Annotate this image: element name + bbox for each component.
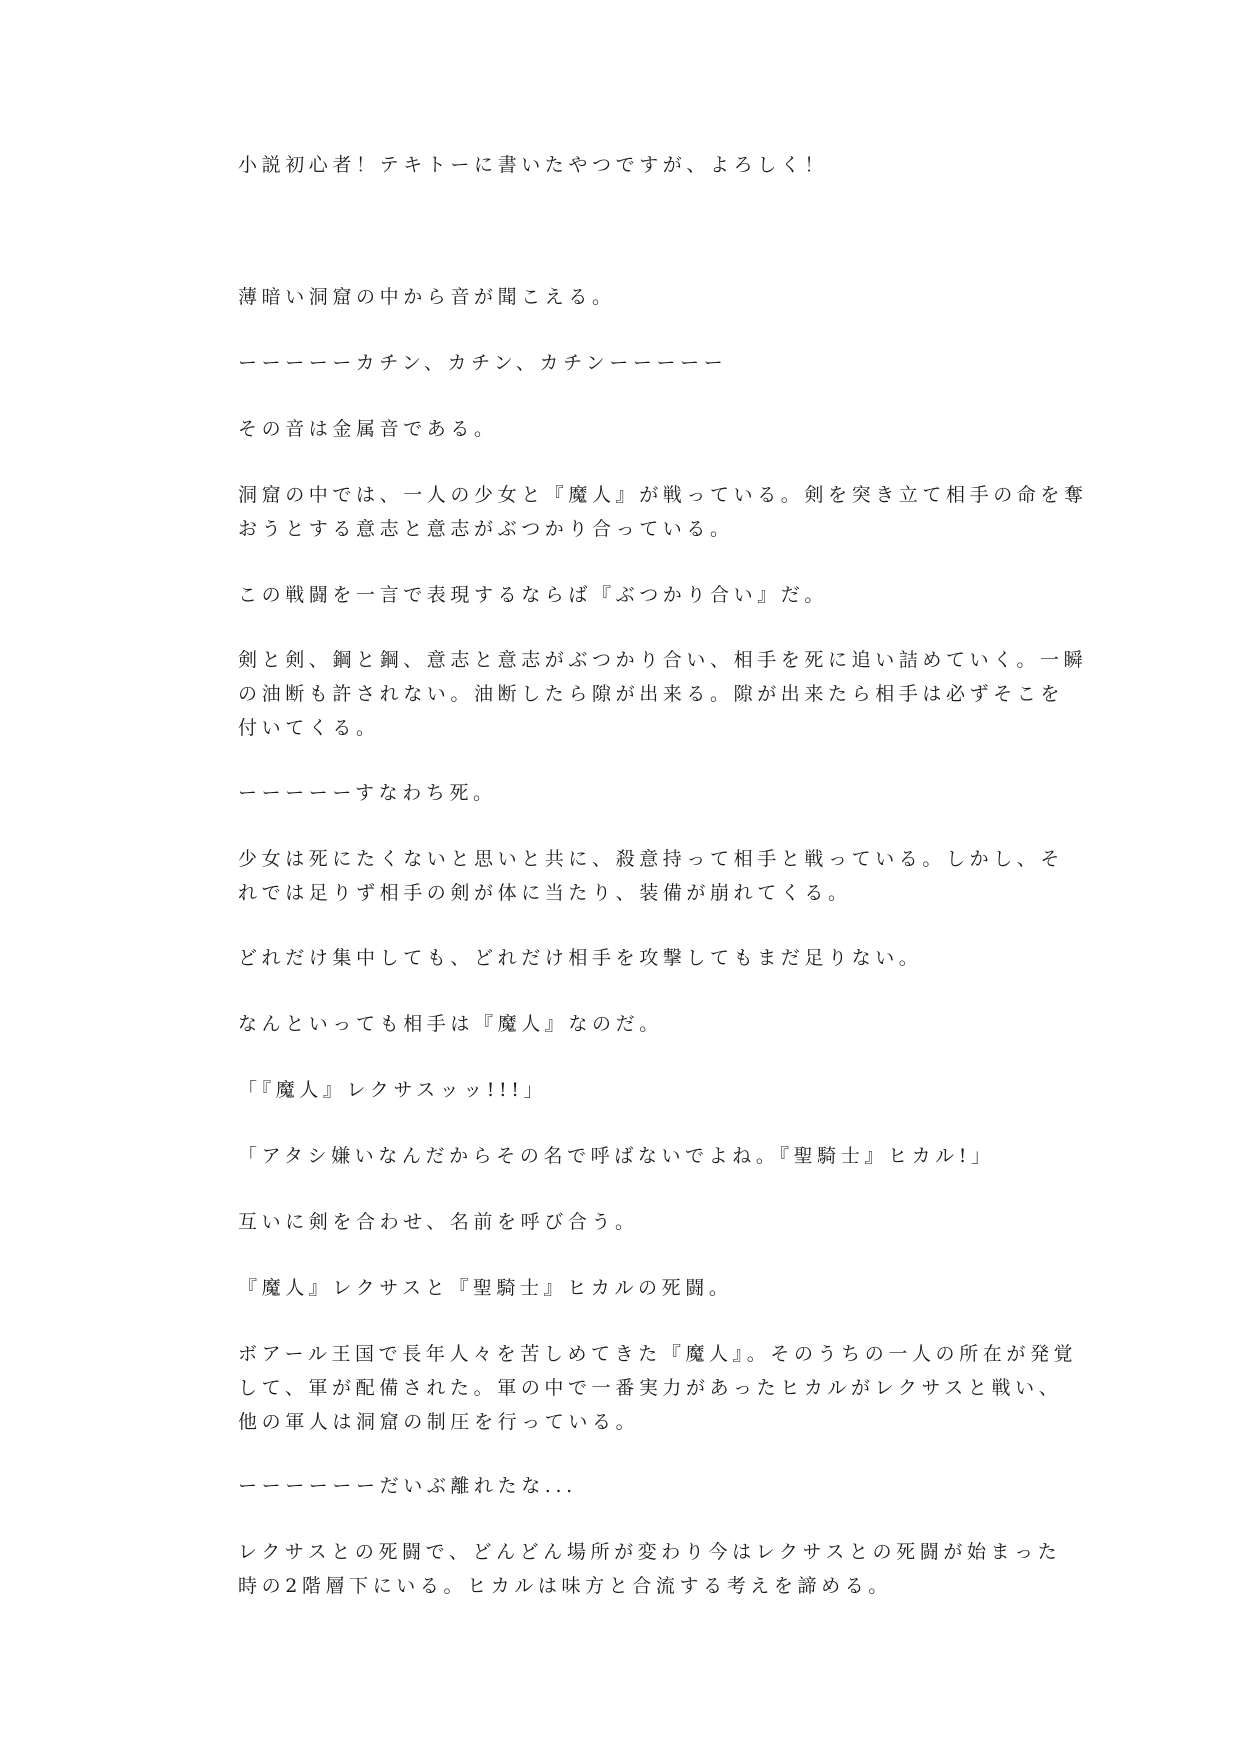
paragraph-line: ーーーーーカチン、カチン、カチンーーーーー	[238, 352, 728, 374]
paragraph-11	[238, 1073, 1018, 1107]
paragraph-line: 薄暗い洞窟の中から音が聞こえる。	[238, 286, 616, 308]
paragraph-4	[238, 478, 1088, 546]
paragraph-3	[238, 412, 1018, 446]
paragraph-line: れでは足りず相手の剣が体に当たり、装備が崩れてくる。	[238, 882, 852, 904]
paragraph-15	[238, 1337, 1078, 1439]
paragraph-2	[238, 346, 1018, 380]
paragraph-10	[238, 1007, 1018, 1041]
paragraph-1	[238, 280, 1018, 314]
paragraph-line: 『魔人』レクサスと『聖騎士』ヒカルの死闘。	[238, 1277, 733, 1299]
paragraph-line: 他の軍人は洞窟の制圧を行っている。	[238, 1411, 640, 1433]
paragraph-14	[238, 1271, 1018, 1305]
paragraph-line: 少女は死にたくないと思いと共に、殺意持って相手と戦っている。しかし、そ	[238, 848, 1065, 870]
paragraph-17	[238, 1535, 1062, 1603]
paragraph-line: レクサスとの死闘で、どんどん場所が変わり今はレクサスとの死闘が始まった	[238, 1541, 1062, 1563]
paragraph-5	[238, 578, 1018, 612]
paragraph-13	[238, 1205, 1018, 1239]
paragraph-line: の油断も許されない。油断したら隙が出来る。隙が出来たら相手は必ずそこを	[238, 683, 1065, 705]
paragraph-line: して、軍が配備された。軍の中で一番実力があったヒカルがレクサスと戦い、	[238, 1377, 1063, 1399]
paragraph-line: 時の2階層下にいる。ヒカルは味方と合流する考えを諦める。	[238, 1575, 892, 1597]
paragraph-12	[238, 1139, 1018, 1173]
paragraph-16	[238, 1469, 1018, 1503]
paragraph-line: 「アタシ嫌いなんだからその名で呼ばないでよね。『聖騎士』ヒカル!」	[238, 1145, 995, 1167]
paragraph-line: 「『魔人』レクサスッッ!!!」	[238, 1079, 548, 1101]
paragraph-8	[238, 842, 1065, 910]
paragraph-line: この戦闘を一言で表現するならば『ぶつかり合い』だ。	[238, 584, 829, 606]
paragraph-line: ーーーーーすなわち死。	[238, 782, 497, 804]
paragraph-7	[238, 776, 1018, 810]
paragraph-line: 付いてくる。	[238, 717, 380, 739]
intro-line: 小説初心者！テキトーに書いたやつですが、よろしく！	[238, 154, 829, 176]
paragraph-line: 剣と剣、鋼と鋼、意志と意志がぶつかり合い、相手を死に追い詰めていく。一瞬	[238, 649, 1088, 671]
paragraph-line: 洞窟の中では、一人の少女と『魔人』が戦っている。剣を突き立て相手の命を奪	[238, 484, 1088, 506]
paragraph-line: なんといっても相手は『魔人』なのだ。	[238, 1013, 663, 1035]
paragraph-line: どれだけ集中しても、どれだけ相手を攻撃してもまだ足りない。	[238, 947, 923, 969]
paragraph-line: ボアール王国で長年人々を苦しめてきた『魔人』。そのうちの一人の所在が発覚	[238, 1343, 1078, 1365]
paragraph-9	[238, 941, 1018, 975]
paragraph-line: その音は金属音である。	[238, 418, 498, 440]
paragraph-line: ーーーーーーだいぶ離れたな...	[238, 1475, 577, 1497]
paragraph-line: 互いに剣を合わせ、名前を呼び合う。	[238, 1211, 639, 1233]
paragraph-line: おうとする意志と意志がぶつかり合っている。	[238, 518, 734, 540]
paragraph-6	[238, 643, 1088, 745]
